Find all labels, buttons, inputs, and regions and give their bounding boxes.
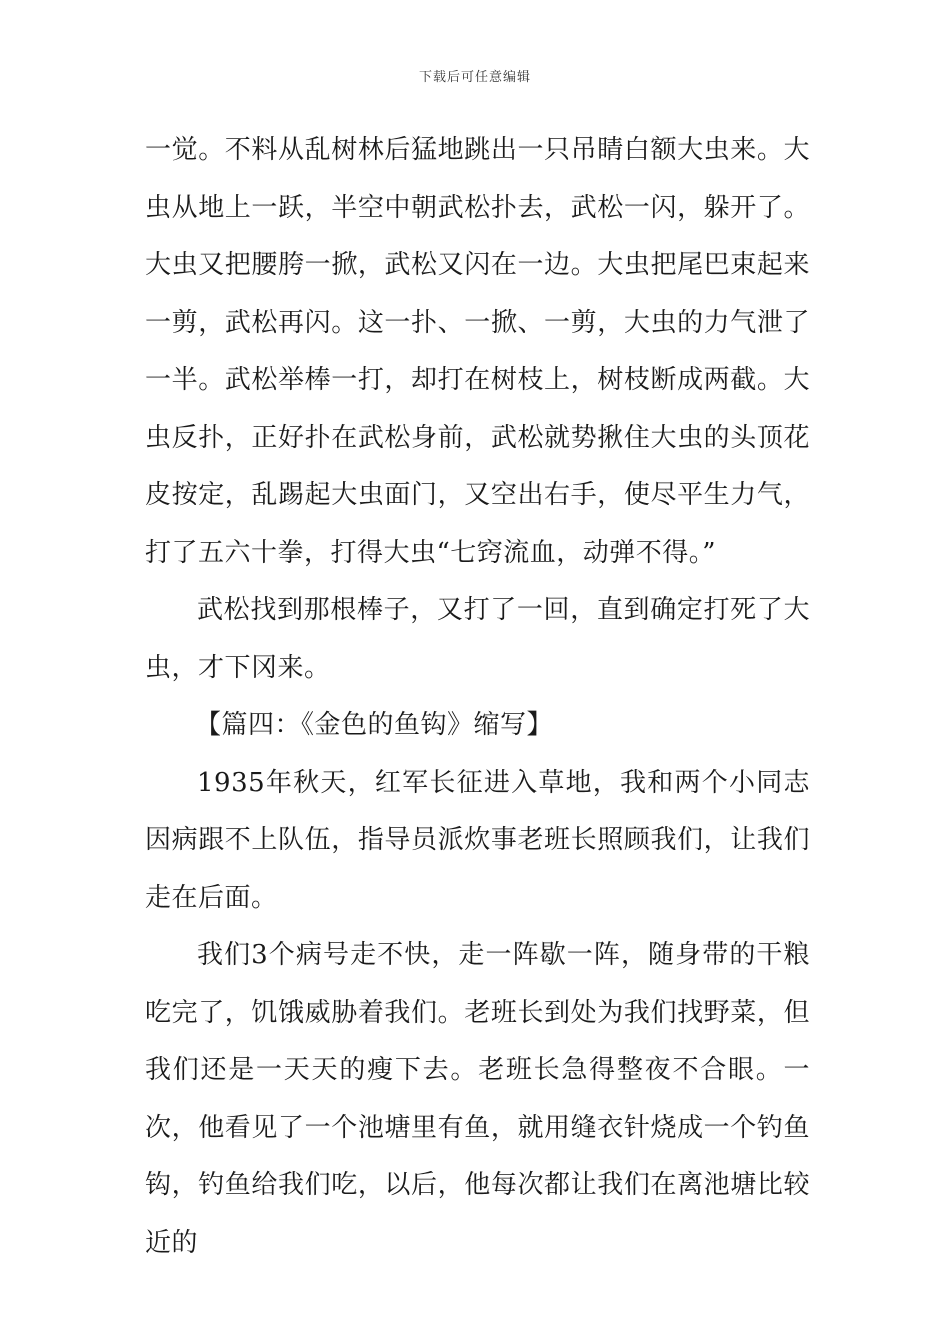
paragraph-wusong-ending: 武松找到那根棒子，又打了一回，直到确定打死了大虫，才下冈来。 — [145, 595, 810, 683]
document-body — [145, 122, 810, 1272]
paragraph-continuation: 一觉。不料从乱树林后猛地跳出一只吊睛白额大虫来。大虫从地上一跃，半空中朝武松扑去，武松一闪，躲开了。大虫又把腰胯一掀，武松又闪在一边。大虫把尾巴束起来一剪，武松再闪。这一扑、一掀、一剪，大虫的力气泄了一半。武松举棒一打，却打在树枝上，树枝断成两截。大虫反扑，正好扑在武松身前，武松就势揪住大虫的头顶花皮按定，乱踢起大虫面门，又空出右手，使尽平生力气，打了五六十拳，打得大虫“七窍流血，动弹不得。” — [145, 135, 810, 568]
paragraph-1935-autumn: 1935年秋天，红军长征进入草地，我和两个小同志因病跟不上队伍，指导员派炊事老班长照顾我们，让我们走在后面。 — [145, 767, 810, 913]
page-header: 下载后可任意编辑 — [418, 70, 531, 85]
paragraph-three-patients: 我们3个病号走不快，走一阵歇一阵，随身带的干粮吃完了，饥饿威胁着我们。老班长到处为我们找野菜，但我们还是一天天的瘦下去。老班长急得整夜不合眼。一次，他看见了一个池塘里有鱼，就用缝衣针烧成一个钓鱼钩，钓鱼给我们吃，以后，他每次都让我们在离池塘比较近的 — [145, 940, 810, 1258]
section-heading: 【篇四：《金色的鱼钩》缩写】 — [195, 710, 554, 740]
